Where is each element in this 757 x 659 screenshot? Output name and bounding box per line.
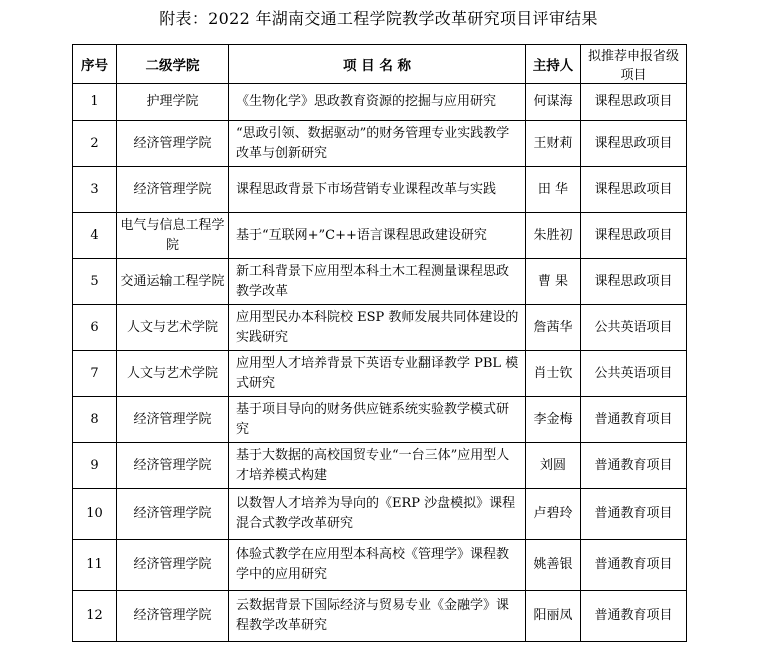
document-title: 附表：2022 年湖南交通工程学院教学改革研究项目评审结果 — [159, 9, 598, 28]
project-kind-cell: 课程思政项目 — [581, 121, 687, 167]
results-table — [72, 44, 687, 642]
row-number: 4 — [73, 213, 117, 259]
project-name-cell: 课程思政背景下市场营销专业课程改革与实践 — [229, 167, 526, 213]
project-kind-cell: 普通教育项目 — [581, 540, 687, 591]
host-cell: 刘圆 — [526, 443, 581, 489]
row-number: 9 — [73, 443, 117, 489]
header-host: 主持人 — [526, 45, 581, 84]
host-cell: 卢碧玲 — [526, 489, 581, 540]
host-cell: 肖士钦 — [526, 351, 581, 397]
college-cell: 经济管理学院 — [117, 167, 229, 213]
table-row — [73, 213, 687, 259]
header-kind: 拟推荐申报省级项目 — [581, 45, 687, 84]
project-name-cell: 基于“互联网+”C++语言课程思政建设研究 — [229, 213, 526, 259]
row-number: 6 — [73, 305, 117, 351]
college-cell: 经济管理学院 — [117, 540, 229, 591]
host-cell: 何谋海 — [526, 84, 581, 121]
table-row — [73, 121, 687, 167]
host-cell: 阳丽凤 — [526, 591, 581, 642]
header-college: 二级学院 — [117, 45, 229, 84]
project-kind-cell: 课程思政项目 — [581, 213, 687, 259]
row-number: 2 — [73, 121, 117, 167]
project-name-cell: 《生物化学》思政教育资源的挖掘与应用研究 — [229, 84, 526, 121]
project-name-cell: 应用型民办本科院校 ESP 教师发展共同体建设的实践研究 — [229, 305, 526, 351]
table-row — [73, 305, 687, 351]
college-cell: 护理学院 — [117, 84, 229, 121]
host-cell: 姚善银 — [526, 540, 581, 591]
project-name-cell: 应用型人才培养背景下英语专业翻译教学 PBL 模式研究 — [229, 351, 526, 397]
table-row — [73, 167, 687, 213]
header-row — [73, 45, 687, 84]
header-no: 序号 — [73, 45, 117, 84]
college-cell: 经济管理学院 — [117, 591, 229, 642]
project-kind-cell: 公共英语项目 — [581, 305, 687, 351]
college-cell: 经济管理学院 — [117, 489, 229, 540]
table-row — [73, 443, 687, 489]
project-kind-cell: 公共英语项目 — [581, 351, 687, 397]
college-cell: 人文与艺术学院 — [117, 305, 229, 351]
host-cell: 王财莉 — [526, 121, 581, 167]
header-project: 项 目 名 称 — [229, 45, 526, 84]
row-number: 10 — [73, 489, 117, 540]
row-number: 3 — [73, 167, 117, 213]
college-cell: 人文与艺术学院 — [117, 351, 229, 397]
row-number: 1 — [73, 84, 117, 121]
project-name-cell: 新工科背景下应用型本科土木工程测量课程思政教学改革 — [229, 259, 526, 305]
host-cell: 田 华 — [526, 167, 581, 213]
row-number: 12 — [73, 591, 117, 642]
row-number: 7 — [73, 351, 117, 397]
row-number: 11 — [73, 540, 117, 591]
college-cell: 经济管理学院 — [117, 397, 229, 443]
college-cell: 经济管理学院 — [117, 443, 229, 489]
project-name-cell: 体验式教学在应用型本科高校《管理学》课程教学中的应用研究 — [229, 540, 526, 591]
table-row — [73, 397, 687, 443]
project-kind-cell: 普通教育项目 — [581, 489, 687, 540]
table-row — [73, 591, 687, 642]
project-kind-cell: 普通教育项目 — [581, 443, 687, 489]
college-cell: 电气与信息工程学院 — [117, 213, 229, 259]
table-row — [73, 489, 687, 540]
project-name-cell: 基于大数据的高校国贸专业“一台三体”应用型人才培养模式构建 — [229, 443, 526, 489]
project-name-cell: 云数据背景下国际经济与贸易专业《金融学》课程教学改革研究 — [229, 591, 526, 642]
host-cell: 李金梅 — [526, 397, 581, 443]
table-row — [73, 84, 687, 121]
table-row — [73, 259, 687, 305]
college-cell: 交通运输工程学院 — [117, 259, 229, 305]
project-name-cell: 以数智人才培养为导向的《ERP 沙盘模拟》课程混合式教学改革研究 — [229, 489, 526, 540]
host-cell: 曹 果 — [526, 259, 581, 305]
host-cell: 詹茜华 — [526, 305, 581, 351]
project-kind-cell: 课程思政项目 — [581, 259, 687, 305]
table-row — [73, 351, 687, 397]
host-cell: 朱胜初 — [526, 213, 581, 259]
project-kind-cell: 课程思政项目 — [581, 167, 687, 213]
project-kind-cell: 普通教育项目 — [581, 591, 687, 642]
project-kind-cell: 课程思政项目 — [581, 84, 687, 121]
college-cell: 经济管理学院 — [117, 121, 229, 167]
table-row — [73, 540, 687, 591]
row-number: 8 — [73, 397, 117, 443]
row-number: 5 — [73, 259, 117, 305]
project-kind-cell: 普通教育项目 — [581, 397, 687, 443]
project-name-cell: “思政引领、数据驱动”的财务管理专业实践教学改革与创新研究 — [229, 121, 526, 167]
project-name-cell: 基于项目导向的财务供应链系统实验教学模式研究 — [229, 397, 526, 443]
